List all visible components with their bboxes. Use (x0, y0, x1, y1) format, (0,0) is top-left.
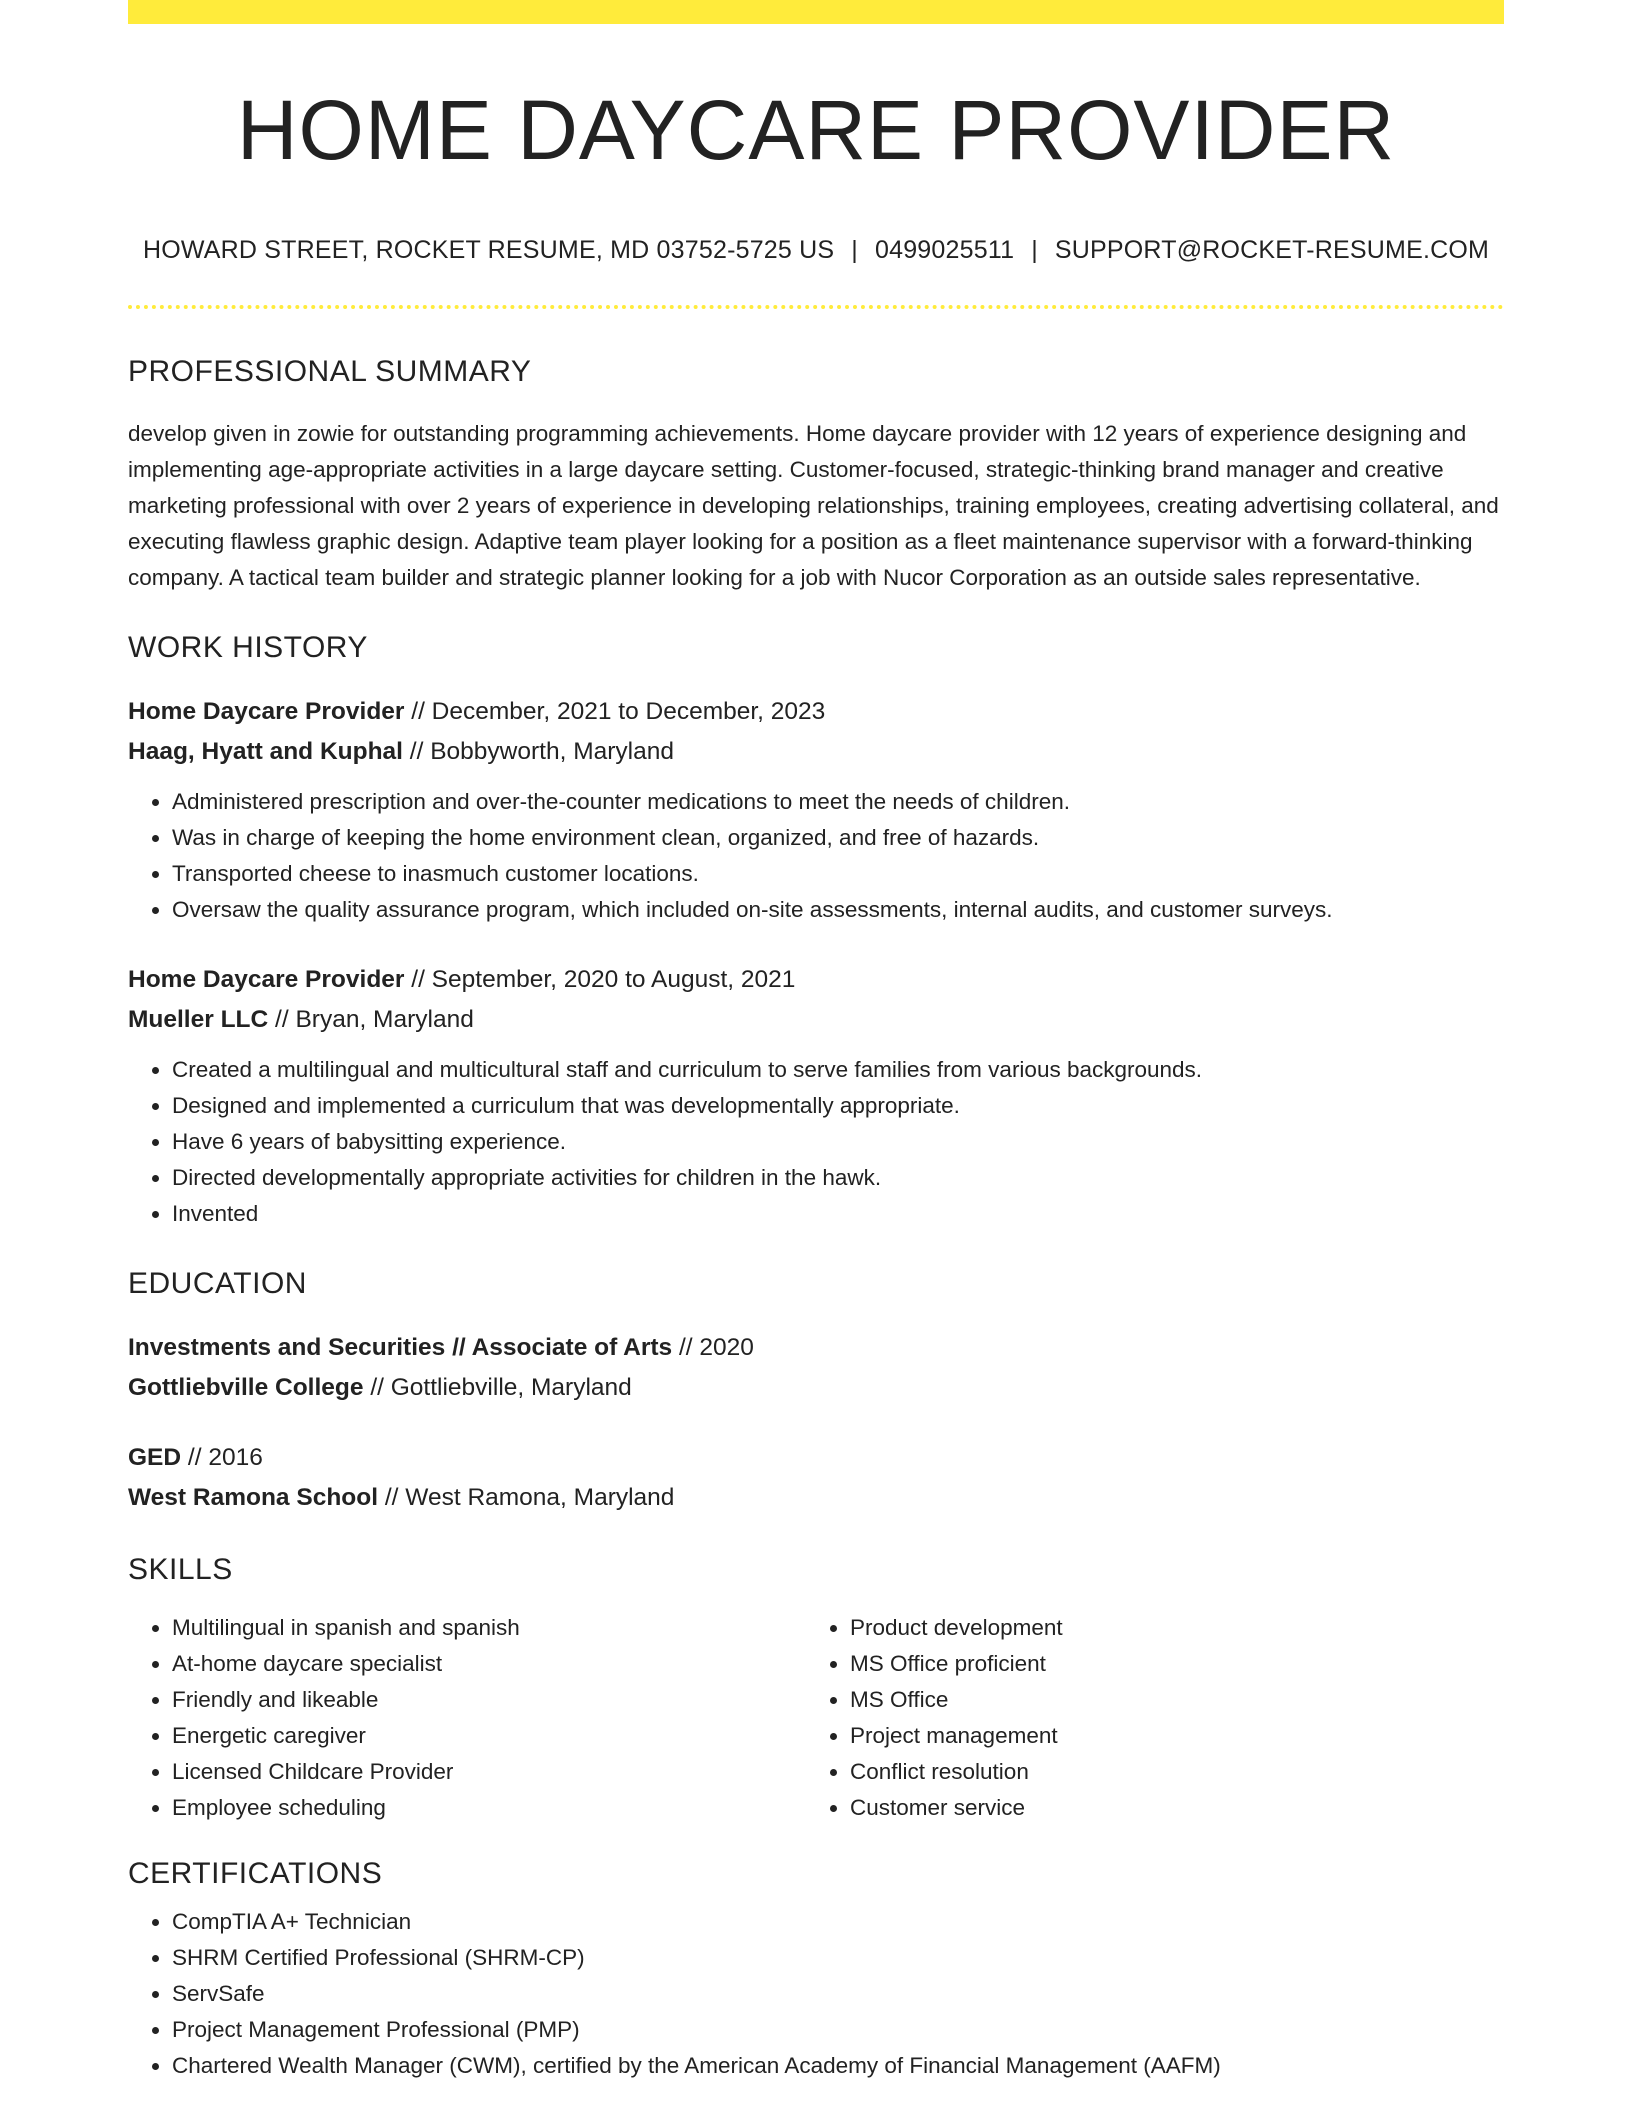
section-title-certifications: CERTIFICATIONS (128, 1857, 383, 1891)
accent-top-bar (128, 0, 1504, 24)
certification-item: • Chartered Wealth Manager (CWM), certified by the American Academy of Financial Management (AAFM) (172, 2048, 1504, 2084)
skill-item: • At-home daycare specialist (172, 1646, 806, 1682)
job-dates: // September, 2020 to August, 2021 (404, 966, 796, 994)
skills-right-column (806, 1610, 1484, 1826)
job-bullet: • Designed and implemented a curriculum that was developmentally appropriate. (172, 1088, 1504, 1124)
education-school-line (128, 1478, 1504, 1518)
summary-text: develop given in zowie for outstanding programming achievements. Home daycare provider with 12 years of experience designing and implementing age-appropriate activities in a large daycare setting. Customer-focused, strategic-thinking brand manager and creative marketing professional with over 2 years of experience in developing relationships, training employees, creating advertising collateral, and executing flawless graphic design. Adaptive team player looking for a position as a fleet maintenance supervisor with a forward-thinking company. A tactical team builder and strategic planner looking for a job with Nucor Corporation as an outside sales representative. (128, 421, 1499, 591)
skill-item: • Product development (850, 1610, 1484, 1646)
job-bullet: • Administered prescription and over-the-counter medications to meet the needs of children. (172, 784, 1504, 820)
contact-phone: 0499025511 (875, 236, 1015, 265)
education-entry (128, 1438, 1504, 1518)
education-degree-line (128, 1328, 1504, 1368)
education-school: West Ramona School (128, 1484, 379, 1512)
skill-item: • MS Office (850, 1682, 1484, 1718)
job-position: Home Daycare Provider (128, 966, 405, 994)
job-title-line (128, 960, 1504, 1000)
education-degree: GED (128, 1444, 182, 1472)
job-company: Haag, Hyatt and Kuphal (128, 738, 403, 766)
job-bullet: • Created a multilingual and multicultural staff and curriculum to serve families from various backgrounds. (172, 1052, 1504, 1088)
job-bullet: • Oversaw the quality assurance program, which included on-site assessments, internal audits, and customer surveys. (172, 892, 1504, 928)
skill-item: • Energetic caregiver (172, 1718, 806, 1754)
contact-separator: | (1031, 236, 1038, 265)
education-year: // 2016 (181, 1444, 263, 1472)
skills-grid (128, 1610, 1504, 1826)
certification-item: • Project Management Professional (PMP) (172, 2012, 1504, 2048)
job-bullet: • Directed developmentally appropriate activities for children in the hawk. (172, 1160, 1504, 1196)
education-school-line (128, 1368, 1504, 1408)
job-bullets (128, 784, 1504, 928)
education-year: // 2020 (672, 1334, 754, 1362)
job-position: Home Daycare Provider (128, 698, 405, 726)
job-company-line (128, 732, 1504, 772)
job-location: // Bobbyworth, Maryland (402, 738, 674, 766)
resume-page (128, 0, 1504, 2084)
skill-item: • Multilingual in spanish and spanish (172, 1610, 806, 1646)
job-company-line (128, 1000, 1504, 1040)
dotted-divider (128, 305, 1504, 309)
skill-item: • MS Office proficient (850, 1646, 1484, 1682)
job-bullet: • Was in charge of keeping the home environment clean, organized, and free of hazards. (172, 820, 1504, 856)
job-company: Mueller LLC (128, 1006, 269, 1034)
job-entry (128, 692, 1504, 928)
contact-separator: | (851, 236, 858, 265)
section-title-skills: SKILLS (128, 1553, 233, 1587)
job-title-line (128, 692, 1504, 732)
education-entry (128, 1328, 1504, 1408)
job-bullet: • Have 6 years of babysitting experience. (172, 1124, 1504, 1160)
job-entry (128, 960, 1504, 1232)
skill-item: • Customer service (850, 1790, 1484, 1826)
job-dates: // December, 2021 to December, 2023 (404, 698, 826, 726)
certification-item: • SHRM Certified Professional (SHRM-CP) (172, 1940, 1504, 1976)
section-title-work-history: WORK HISTORY (128, 631, 368, 665)
job-bullets (128, 1052, 1504, 1232)
job-bullet: • Transported cheese to inasmuch customer locations. (172, 856, 1504, 892)
skill-item: • Friendly and likeable (172, 1682, 806, 1718)
certification-item: • CompTIA A+ Technician (172, 1904, 1504, 1940)
education-degree-line (128, 1438, 1504, 1478)
contact-line (128, 236, 1504, 265)
education-degree: Investments and Securities // Associate of Arts (128, 1334, 673, 1362)
skill-item: • Conflict resolution (850, 1754, 1484, 1790)
job-location: // Bryan, Maryland (268, 1006, 474, 1034)
skill-item: • Licensed Childcare Provider (172, 1754, 806, 1790)
job-bullet: • Invented (172, 1196, 1504, 1232)
contact-address: HOWARD STREET, ROCKET RESUME, MD 03752-5725 US (142, 236, 835, 265)
skill-item: • Employee scheduling (172, 1790, 806, 1826)
certification-item: • ServSafe (172, 1976, 1504, 2012)
contact-email: SUPPORT@ROCKET-RESUME.COM (1054, 236, 1490, 265)
education-location: // West Ramona, Maryland (378, 1484, 675, 1512)
skill-item: • Project management (850, 1718, 1484, 1754)
education-location: // Gottliebville, Maryland (363, 1374, 632, 1402)
certification-list (128, 1904, 1504, 2084)
skills-left-column (128, 1610, 806, 1826)
resume-name: HOME DAYCARE PROVIDER (236, 83, 1396, 177)
education-school: Gottliebville College (128, 1374, 364, 1402)
section-title-education: EDUCATION (128, 1267, 307, 1301)
section-title-summary: PROFESSIONAL SUMMARY (128, 355, 532, 389)
